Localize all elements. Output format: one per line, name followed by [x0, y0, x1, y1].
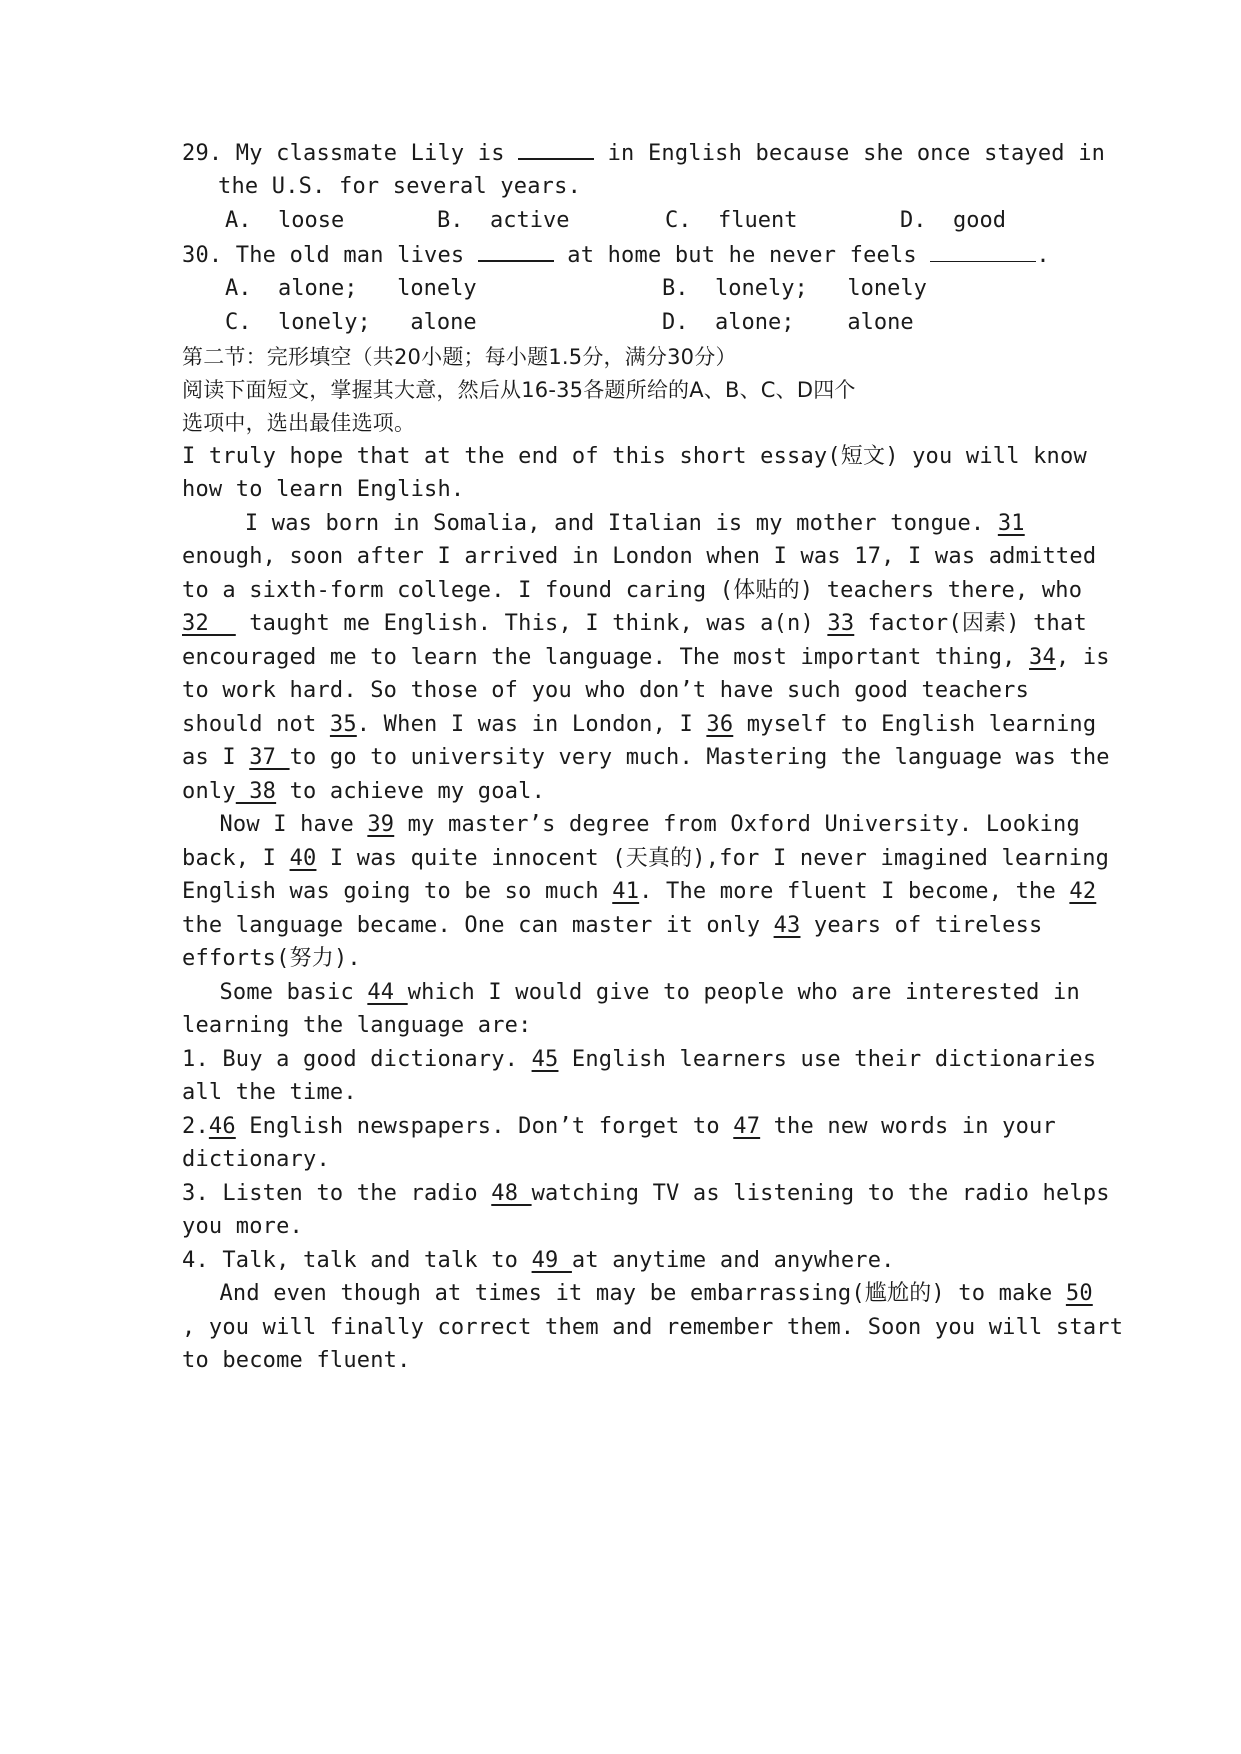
passage-line: you more. — [182, 1214, 304, 1239]
passage-line: 1. Buy a good dictionary. 45 English learners use their dictionaries — [182, 1047, 1097, 1072]
option-c: C. lonely; alone — [225, 310, 477, 335]
blank-40: 40 — [289, 846, 317, 871]
blank-34: 34 — [1029, 645, 1056, 670]
question-29-line-1: 29. My classmate Lily is in English because she once stayed in — [182, 138, 1062, 169]
blank-42: 42 — [1069, 879, 1097, 904]
question-29-line-2: the U.S. for several years. — [218, 174, 582, 199]
blank-36: 36 — [706, 712, 734, 737]
blank-41: 41 — [612, 879, 640, 904]
question-number: 29. — [182, 141, 223, 166]
passage-line: English was going to be so much 41. The more fluent I become, the 42 — [182, 879, 1097, 904]
passage-line: 32 taught me English. This, I think, was a(n) 33 factor(因素) that — [182, 611, 1087, 636]
passage-line: the language became. One can master it only 43 years of tireless — [182, 913, 1043, 938]
option-b: B. lonely; lonely — [662, 276, 927, 301]
answer-blank — [478, 240, 554, 262]
passage-line: 4. Talk, talk and talk to 49 at anytime and anywhere. — [182, 1248, 895, 1273]
passage-line: Some basic 44 which I would give to people who are interested in — [206, 980, 1080, 1005]
blank-31: 31 — [997, 511, 1025, 536]
passage-line: all the time. — [182, 1080, 357, 1105]
passage-line: to a sixth-form college. I found caring (体贴的) teachers there, who — [182, 578, 1083, 603]
passage-line: Now I have 39 my master’s degree from Oxford University. Looking — [206, 812, 1080, 837]
blank-43: 43 — [773, 913, 801, 938]
passage-line: as I 37 to go to university very much. Mastering the language was the — [182, 745, 1110, 770]
passage-line: should not 35. When I was in London, I 36 myself to English learning — [182, 712, 1097, 737]
passage-line: how to learn English. — [182, 477, 465, 502]
passage-line: dictionary. — [182, 1147, 330, 1172]
blank-49: 49 — [531, 1248, 572, 1273]
passage-line: I was born in Somalia, and Italian is my mother tongue. 31 — [218, 511, 1025, 536]
option-c: C. fluent — [665, 208, 798, 233]
blank-37: 37 — [249, 745, 290, 770]
passage-line: , you will finally correct them and remember them. Soon you will start — [182, 1315, 1124, 1340]
passage-line: encouraged me to learn the language. The most important thing, 34, is — [182, 645, 1110, 670]
option-d: D. alone; alone — [662, 310, 914, 335]
blank-39: 39 — [367, 812, 395, 837]
section-title: 第二节：完形填空（共20小题；每小题1.5分，满分30分） — [182, 345, 737, 369]
passage-line: enough, soon after I arrived in London when I was 17, I was admitted — [182, 544, 1097, 569]
passage-line: learning the language are: — [182, 1013, 532, 1038]
section-instruction: 选项中，选出最佳选项。 — [182, 411, 416, 435]
option-a: A. alone; lonely — [225, 276, 477, 301]
passage-line: to become fluent. — [182, 1348, 411, 1373]
question-30-line-1: 30. The old man lives at home but he never feels . — [182, 240, 1062, 271]
answer-blank — [518, 138, 594, 160]
blank-45: 45 — [531, 1047, 559, 1072]
passage-line: 2.46 English newspapers. Don’t forget to 47 the new words in your — [182, 1114, 1056, 1139]
passage-line: to work hard. So those of you who don’t have such good teachers — [182, 678, 1030, 703]
blank-48: 48 — [491, 1181, 532, 1206]
blank-44: 44 — [367, 980, 408, 1005]
blank-33: 33 — [827, 611, 855, 636]
question-number: 30. — [182, 243, 223, 268]
section-instruction: 阅读下面短文，掌握其大意，然后从16-35各题所给的A、B、C、D四个 — [182, 378, 856, 402]
option-a: A. loose — [225, 208, 345, 233]
blank-38: 38 — [235, 779, 277, 804]
passage-line: back, I 40 I was quite innocent (天真的),for I never imagined learning — [182, 846, 1110, 871]
passage-line: 3. Listen to the radio 48 watching TV as listening to the radio helps — [182, 1181, 1110, 1206]
option-d: D. good — [900, 208, 1006, 233]
passage-line: And even though at times it may be embarrassing(尴尬的) to make 50 — [206, 1281, 1093, 1306]
passage-line: I truly hope that at the end of this short essay(短文) you will know — [182, 444, 1087, 469]
answer-blank — [930, 241, 1036, 262]
blank-47: 47 — [733, 1114, 761, 1139]
passage-line: efforts(努力). — [182, 946, 361, 971]
passage-line: only 38 to achieve my goal. — [182, 779, 546, 804]
option-b: B. active — [437, 208, 570, 233]
blank-46: 46 — [208, 1114, 236, 1139]
blank-35: 35 — [329, 712, 357, 737]
blank-32: 32 — [182, 611, 236, 636]
blank-50: 50 — [1065, 1281, 1093, 1306]
